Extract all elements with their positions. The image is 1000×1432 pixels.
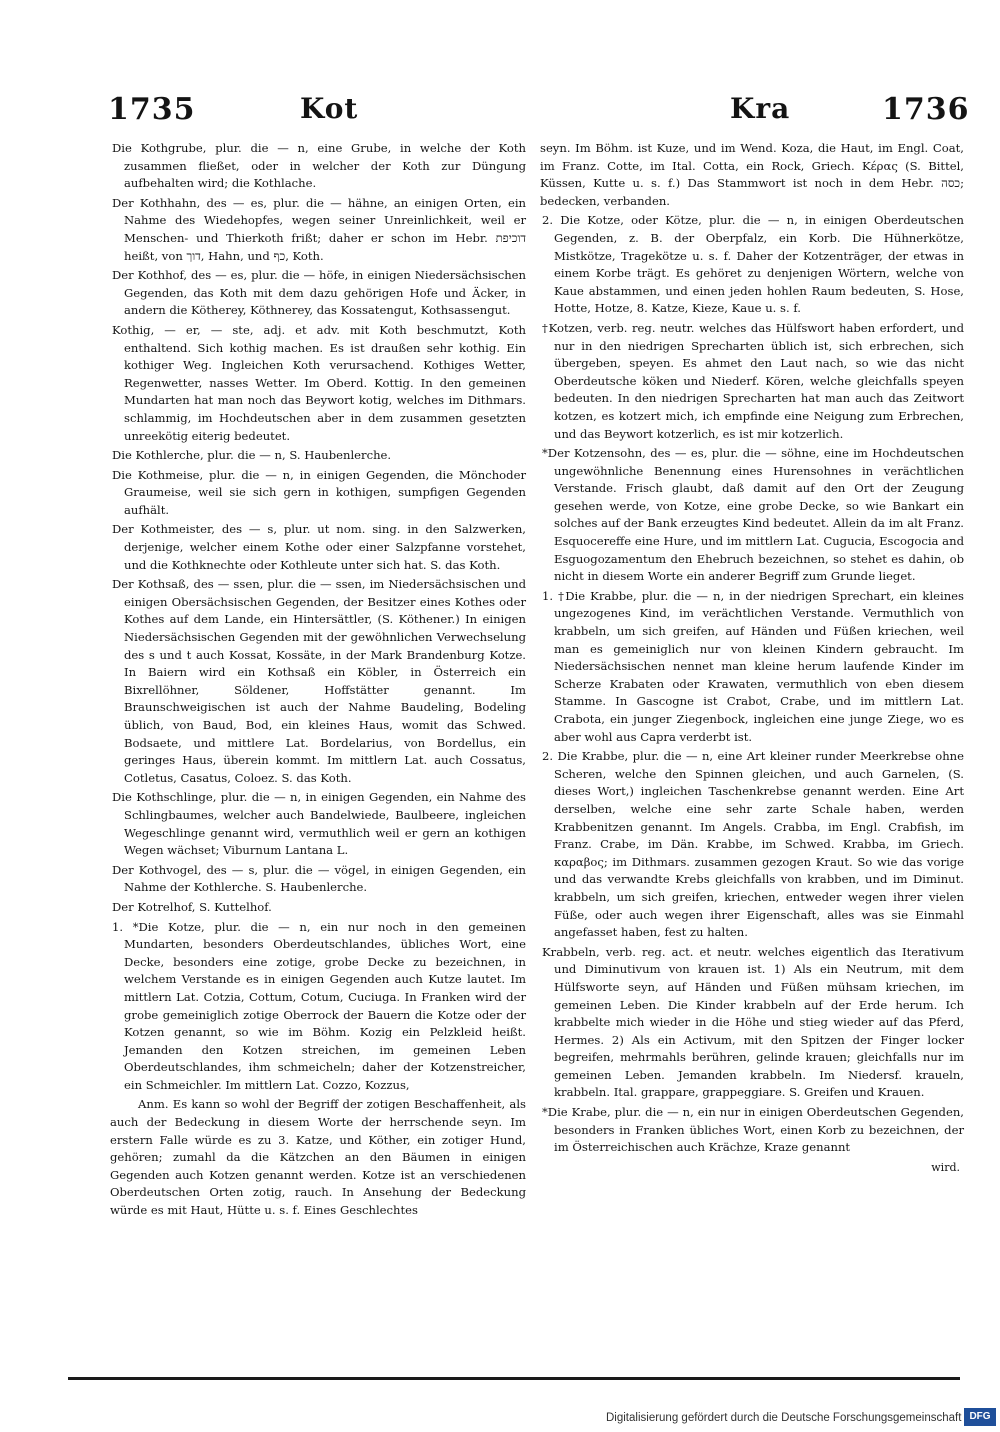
- dictionary-entry: Die Kothgrube, plur. die — n, eine Grube, in welche der Koth zusammen fließet, oder in welcher der Koth zur Düngung aufbehalten wird; die Kothlache.: [112, 141, 526, 191]
- header-catchword-right: Kra: [730, 92, 791, 125]
- dictionary-entry: *Der Kotzensohn, des — es, plur. die — söhne, eine im Hochdeutschen ungewöhnliche Benennung eines Hurensohnes in verächtlichen Verstande. Frisch glaubt, daß damit auf den Ort der Zeugung gesehen werde, von Kotze, eine grobe Decke, so wie Bankart ein solches auf der Bank erzeugtes Kind bedeutet. Allein da im alt Franz. Esquocereffe eine Hure, und im mittlern Lat. Cugucia, Escogocia and Esguogozamentum den Ehebruch bezeichnen, so stehet es dahin, ob nicht in diesem Worte ein anderer Begriff zum Grunde lieget.: [542, 446, 964, 584]
- dictionary-entry: Die Kothmeise, plur. die — n, in einigen Gegenden, die Mönchoder Graumeise, weil sie sich gern in kothigen, sumpfigen Gegenden aufhält.: [112, 467, 526, 517]
- dictionary-entry: 1. †Die Krabbe, plur. die — n, in der niedrigen Sprechart, ein kleines ungezogenes Kind, im verächtlichen Verstande. Vermuthlich von krabbeln, um sich greifen, auf Händen und Füßen kriechen, weil man es gemeiniglich nur von kleinen Kindern gebraucht. Im Niedersächsischen nennet man kleine herum laufende Kinder im Scherze Krabaten oder Krawaten, vermuthlich von eben diesem Stamme. In Gascogne ist Crabot, Crabe, und im mittlern Lat. Crabota, ein junger Ziegenbock, ingleichen eine junge Ziege, wo es aber wohl aus Capra verderbt ist.: [542, 588, 964, 744]
- left-column: [110, 140, 526, 1222]
- digitization-credit: Digitalisierung gefördert durch die Deutsche Forschungsgemeinschaft: [606, 1412, 962, 1424]
- dictionary-entry: Der Kothhof, des — es, plur. die — höfe, in einigen Niedersächsischen Gegenden, das Koth mit dem dazu gehörigen Hofe und Äcker, in andern die Kötherey, Köthnerey, das Kossatengut, Kothsassengut.: [112, 268, 526, 318]
- dictionary-entry: Der Kothhahn, des — es, plur. die — hähne, an einigen Orten, ein Nahme des Wiedehopfes, wegen seiner Unreinlichkeit, weil er Menschen- und Thierkoth frißt; daher er schon im Hebr. דוכיפת heißt, von דוך, Hahn, und כף, Koth.: [112, 195, 526, 263]
- page-number-right: 1736: [882, 92, 970, 127]
- dictionary-entry: Der Kothsaß, des — ssen, plur. die — ssen, im Niedersächsischen und einigen Obersächsischen Gegenden, der Besitzer eines Kothes oder Kothes auf dem Lande, ein Hintersättler, (S. Köthener.) In einigen Niedersächsischen Gegenden mit der gewöhnlichen Verwechselung des s und t auch Kossat, Kossäte, in der Mark Brandenburg Kotze. In Baiern wird ein Kothsaß ein Köbler, in Österreich ein Bixrellöhner, Söldener, Hoffstätter genannt. Im Braunschweigischen ist auch der Nahme Baudeling, Bodeling üblich, von Baud, Bod, ein kleines Haus, womit das Schwed. Bodsaete, und mittlere Lat. Bordelarius, von Bordellus, ein geringes Haus, überein kommt. Im mittlern Lat. auch Cossatus, Cotletus, Casatus, Coloez. S. das Koth.: [112, 577, 526, 785]
- dictionary-entry: 2. Die Kotze, oder Kötze, plur. die — n, in einigen Oberdeutschen Gegenden, z. B. der Oberpfalz, ein Korb. Die Hühnerkötze, Mistkötze, Tragekötze u. s. f. Daher der Kotzenträger, der etwas in einem Korbe trägt. Es gehöret zu denjenigen Wörtern, welche von Kaue abstammen, und einen jeden hohlen Raum bedeuten, S. Hose, Hotte, Hotze, 8. Katze, Kieze, Kaue u. s. f.: [542, 213, 964, 316]
- dfg-logo: DFG: [964, 1408, 996, 1426]
- dictionary-entry: Der Kotrelhof, S. Kuttelhof.: [112, 899, 272, 914]
- dictionary-note: Anm. Es kann so wohl der Begriff der zotigen Beschaffenheit, als auch der Bedeckung in diesem Worte der herrschende seyn. Im erstern Falle würde es zu 3. Katze, und Köther, ein zotiger Hund, gehören; zumahl da die Kätzchen an den Bäumen in einigen Gegenden auch Kotzen genannt werden. Kotze ist an verschiedenen Oberdeutschen Orten zotig, rauch. In Ansehung der Bedeckung würde es mit Haut, Hütte u. s. f. Eines Geschlechtes: [110, 1097, 526, 1218]
- dictionary-entry: †Kotzen, verb. reg. neutr. welches das Hülfswort haben erfordert, und nur in den niedrigen Sprecharten üblich ist, sich erbrechen, sich übergeben, speyen. Es ahmet den Laut nach, so wie das nicht Oberdeutsche köken und Niederf. Kören, welche gleichfalls speyen bedeuten. In den niedrigen Sprecharten hat man auch das Zeitwort kotzen, es kotzert mich, ich empfinde eine Neigung zum Erbrechen, und das Beywort kotzerlich, es ist mir kotzerlich.: [542, 320, 964, 441]
- page-number-left: 1735: [108, 92, 196, 127]
- right-column: [540, 140, 964, 1176]
- dictionary-entry: 1. *Die Kotze, plur. die — n, ein nur noch in den gemeinen Mundarten, besonders Oberdeutschlandes, übliches Wort, eine Decke, besonders eine zotige, grobe Decke zu bezeichnen, in welchem Verstande es in einigen Gegenden auch Kutze lautet. Im mittlern Lat. Cotzia, Cottum, Cotum, Cuciuga. In Franken wird der grobe gemeiniglich zotige Oberrock der Bauern die Kotze oder der Kotzen genannt, so wie im Böhm. Kozig ein Pelzkleid heißt. Jemanden den Kotzen streichen, im gemeinen Leben Oberdeutschlandes, ihm schmeicheln; daher der Kotzenstreicher, ein Schmeichler. Im mittlern Lat. Cozzo, Kozzus,: [112, 919, 526, 1092]
- dictionary-entry-continuation: seyn. Im Böhm. ist Kuze, und im Wend. Koza, die Haut, im Engl. Coat, im Franz. Cotte, im Ital. Cotta, ein Rock, Griech. Κέρας (S. Bittel, Küssen, Kutte u. s. f.) Das Stammwort ist noch in dem Hebr. כסה; bedecken, verbanden.: [540, 141, 964, 208]
- page-catchword: wird.: [931, 1160, 960, 1174]
- dictionary-entry: Die Kothlerche, plur. die — n, S. Haubenlerche.: [112, 448, 392, 463]
- dictionary-entry: Kothig, — er, — ste, adj. et adv. mit Koth beschmutzt, Koth enthaltend. Sich kothig machen. Es ist draußen sehr kothig. Ein kothiger Weg. Ingleichen Koth verursachend. Kothiges Wetter, Regenwetter, nasses Wetter. Im Oberd. Kottig. In den gemeinen Mundarten hat man noch das Beywort kotig, welches im Dithmars. schlammig, im Hochdeutschen aber in dem zusammen gesetzten unreekötig eiterig bedeutet.: [112, 322, 526, 443]
- bottom-rule: [68, 1377, 960, 1380]
- header-catchword-left: Kot: [300, 92, 359, 125]
- dictionary-entry: 2. Die Krabbe, plur. die — n, eine Art kleiner runder Meerkrebse ohne Scheren, welche den Spinnen gleichen, und auch Garnelen, (S. dieses Wort,) ingleichen Taschenkrebse genannt werden. Eine Art derselben, welche eine sehr zarte Schale haben, werden Krabbenitzen genannt. Im Angels. Crabba, im Engl. Crabfish, im Franz. Crabe, im Dän. Krabbe, im Schwed. Krabba, im Griech. καραβος; im Dithmars. zusammen gezogen Kraut. So wie das vorige und das verwandte Krebs gleichfalls von krabben, und im Diminut. krabbeln, um sich greifen, kriechen, entweder wegen ihrer vielen Füße, oder auch wegen ihrer Eigenschaft, alles was sie Einmahl angefasset haben, fest zu halten.: [542, 749, 964, 940]
- dictionary-entry: Der Kothmeister, des — s, plur. ut nom. sing. in den Salzwerken, derjenige, welcher einem Kothe oder einer Salzpfanne vorstehet, und die Kothknechte oder Kothleute unter sich hat. S. das Koth.: [112, 522, 526, 572]
- dictionary-entry: *Die Krabe, plur. die — n, ein nur in einigen Oberdeutschen Gegenden, besonders in Franken übliches Wort, einen Korb zu bezeichnen, der im Österreichischen auch Krächze, Kraze genannt: [542, 1105, 964, 1155]
- dictionary-entry: Die Kothschlinge, plur. die — n, in einigen Gegenden, ein Nahme des Schlingbaumes, welcher auch Bandelwiede, Baulbeere, ingleichen Wegeschlinge genannt wird, vermuthlich weil er gern an kothigen Wegen wächset; Viburnum Lantana L.: [112, 790, 526, 858]
- dictionary-entry: Krabbeln, verb. reg. act. et neutr. welches eigentlich das Iterativum und Diminutivum von krauen ist. 1) Als ein Neutrum, mit dem Hülfsworte seyn, auf Händen und Füßen mühsam kriechen, im gemeinen Leben. Die Kinder krabbeln auf der Erde herum. Ich krabbelte mich wieder in die Höhe und stieg wieder auf das Pferd, Hermes. 2) Als ein Activum, mit den Spitzen der Finger locker begreifen, mehrmahls berühren, gelinde krauen; gleichfalls nur im gemeinen Leben. Jemanden krabbeln. Im Niedersf. kraueln, krabbeln. Ital. grappare, grappeggiare. S. Greifen und Krauen.: [542, 944, 964, 1100]
- dictionary-entry: Der Kothvogel, des — s, plur. die — vögel, in einigen Gegenden, ein Nahme der Kothlerche. S. Haubenlerche.: [112, 862, 526, 895]
